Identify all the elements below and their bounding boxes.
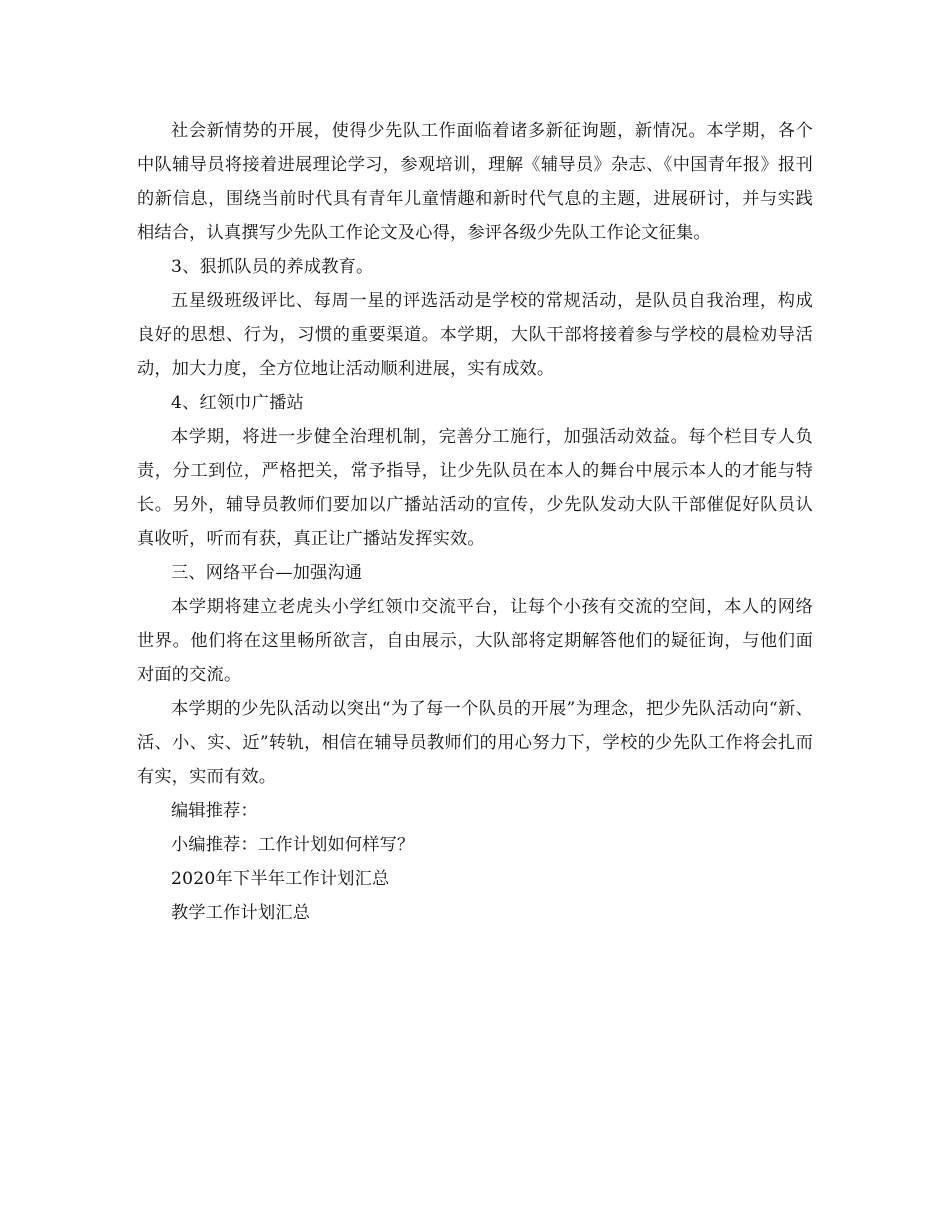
paragraph-exchange-platform: 本学期将建立老虎头小学红领巾交流平台，让每个小孩有交流的空间，本人的网络世界。他们将在这里畅所欲言，自由展示，大队部将定期解答他们的疑征询，与他们面对面的交流。: [137, 597, 813, 685]
paragraph-broadcast-management: 本学期，将进一步健全治理机制，完善分工施行，加强活动效益。每个栏目专人负责，分工到位，严格把关，常予指导，让少先队员在本人的舞台中展示本人的才能与特长。另外，辅导员教师们要加以广播站活动的宣传，少先队发动大队干部催促好队员认真收听，听而有获，真正让广播站发挥实效。: [137, 427, 813, 549]
paragraph-five-star-evaluation: 五星级班级评比、每周一星的评选活动是学校的常规活动，是队员自我治理，构成良好的思想、行为，习惯的重要渠道。本学期，大队干部将接着参与学校的晨检劝导活动，加大力度，全方位地让活动顺利进展，实有成效。: [137, 291, 813, 379]
recommend-link-2020-plan[interactable]: 2020年下半年工作计划汇总: [171, 869, 390, 889]
recommend-link-how-to-write[interactable]: 小编推荐：工作计划如何样写？: [171, 835, 415, 855]
document-body: [137, 114, 813, 930]
section-heading-network-platform: 三、网络平台—加强沟通: [171, 563, 363, 583]
paragraph-semester-summary: 本学期的少先队活动以突出“为了每一个队员的开展”为理念，把少先队活动向“新、活、小、实、近”转轨，相信在辅导员教师们的用心努力下，学校的少先队工作将会扎而有实，实而有效。: [137, 699, 813, 787]
section-heading-habit-education: 3、狠抓队员的养成教育。: [171, 257, 374, 277]
section-heading-broadcast-station: 4、红领巾广播站: [171, 393, 304, 413]
recommend-label: 编辑推荐：: [171, 801, 258, 821]
paragraph-new-situation: 社会新情势的开展，使得少先队工作面临着诸多新征询题，新情况。本学期，各个中队辅导员将接着进展理论学习，参观培训，理解《辅导员》杂志、《中国青年报》报刊的新信息，围绕当前时代具有青年儿童情趣和新时代气息的主题，进展研讨，并与实践相结合，认真撰写少先队工作论文及心得，参评各级少先队工作论文征集。: [137, 121, 813, 243]
recommend-link-teaching-plan[interactable]: 教学工作计划汇总: [171, 903, 311, 923]
